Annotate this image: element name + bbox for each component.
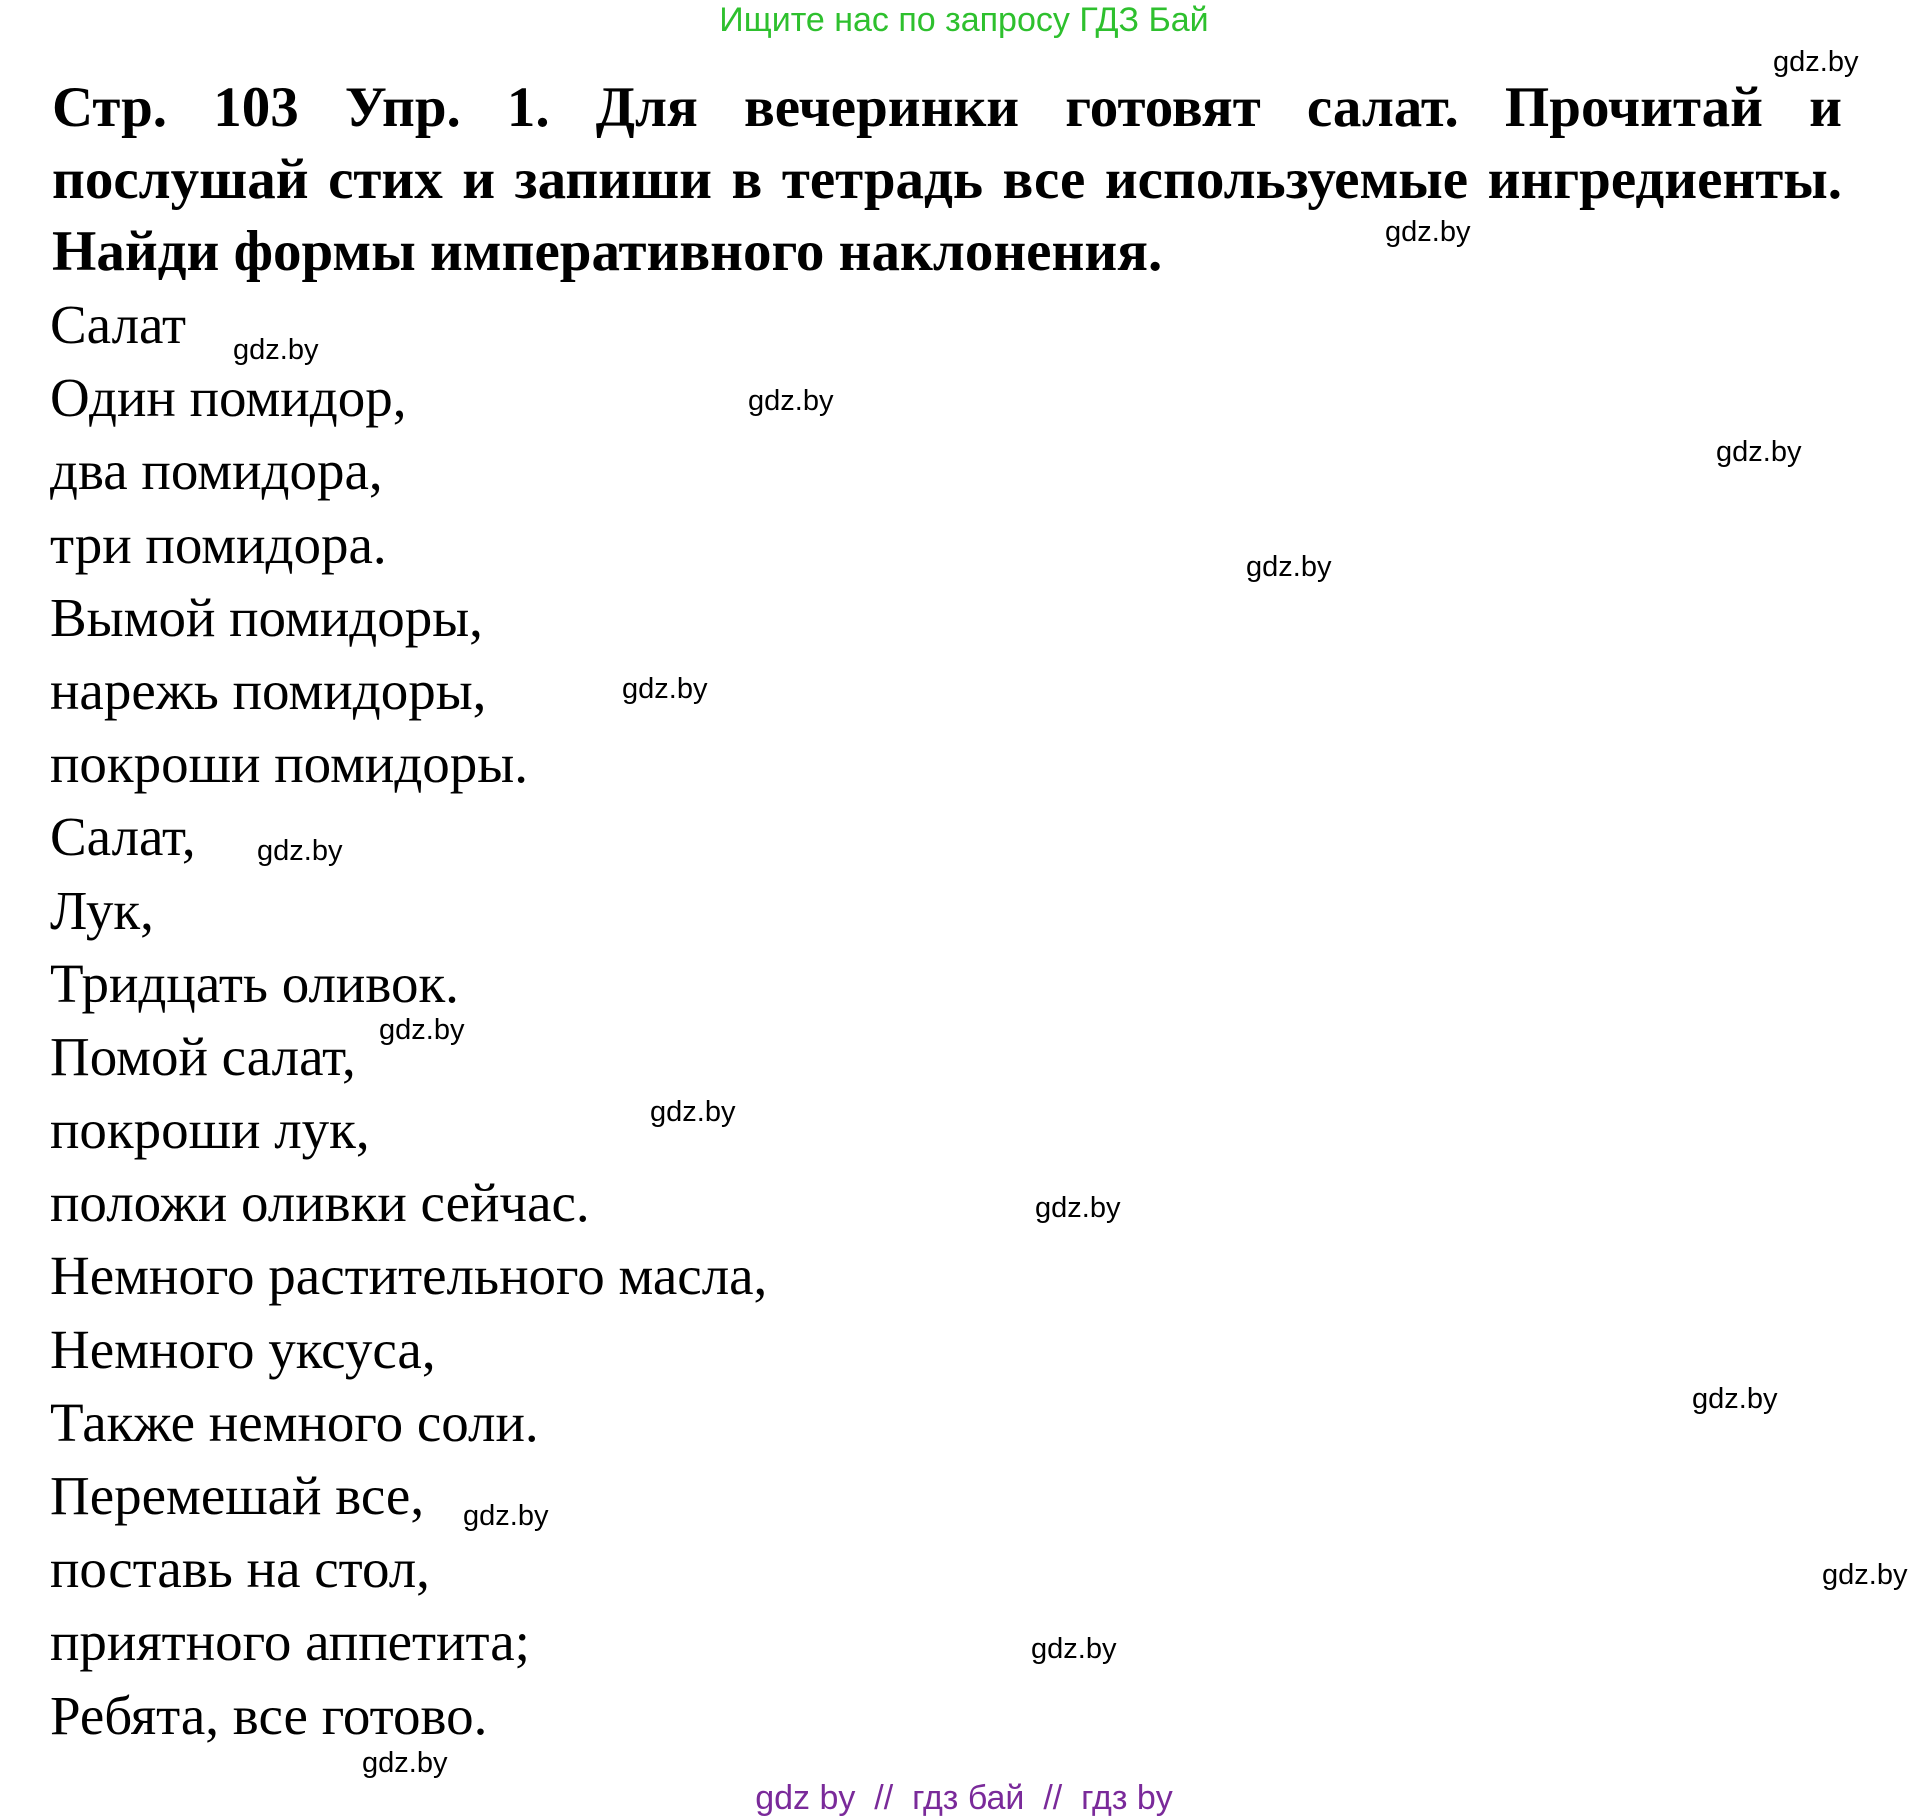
site-footer: gdz by // гдз бай // гдз by <box>755 1779 1173 1817</box>
watermark: gdz.by <box>748 385 834 417</box>
watermark: gdz.by <box>1773 46 1859 78</box>
watermark: gdz.by <box>1716 436 1802 468</box>
watermark: gdz.by <box>1385 216 1471 248</box>
watermark: gdz.by <box>379 1014 465 1046</box>
poem-line: покроши помидоры. <box>50 733 529 795</box>
poem-line: нарежь помидоры, <box>50 659 487 721</box>
watermark: gdz.by <box>1246 551 1332 583</box>
poem-line: Перемешай все, <box>50 1465 425 1526</box>
watermark: gdz.by <box>1031 1633 1117 1665</box>
poem-line: Тридцать оливок. <box>50 952 459 1014</box>
poem-line: Салат <box>50 294 187 355</box>
poem-line: положи оливки сейчас. <box>50 1172 590 1234</box>
watermark: gdz.by <box>622 673 708 705</box>
search-hint-banner: Ищите нас по запросу ГДЗ Бай <box>719 1 1209 39</box>
exercise-heading <box>52 72 1842 288</box>
poem-line: Вымой помидоры, <box>50 586 483 648</box>
poem-line: приятного аппетита; <box>50 1611 530 1673</box>
watermark: gdz.by <box>362 1747 448 1779</box>
poem-line: Салат, <box>50 806 196 868</box>
heading-line: Найди формы императивного наклонения. <box>52 220 1163 283</box>
watermark: gdz.by <box>650 1096 736 1128</box>
heading-line: послушай стих и запиши в тетрадь все используемые ингредиенты. <box>52 148 1842 211</box>
poem-line: три помидора. <box>50 513 387 575</box>
poem-line: два помидора, <box>50 440 383 502</box>
watermark: gdz.by <box>1822 1559 1908 1591</box>
watermark: gdz.by <box>1035 1192 1121 1224</box>
poem-line: Немного растительного масла, <box>50 1245 768 1307</box>
poem-line: Помой салат, <box>50 1025 356 1087</box>
poem-line: Лук, <box>50 879 154 941</box>
poem-line: Немного уксуса, <box>50 1318 436 1380</box>
watermark: gdz.by <box>257 835 343 867</box>
watermark: gdz.by <box>463 1500 549 1532</box>
poem-line: покроши лук, <box>50 1099 370 1161</box>
poem-line: Один помидор, <box>50 367 407 429</box>
watermark: gdz.by <box>1692 1383 1778 1415</box>
poem-line: Также немного соли. <box>50 1391 539 1453</box>
poem-line: Ребята, все готово. <box>50 1684 488 1746</box>
heading-line: Стр. 103 Упр. 1. Для вечеринки готовят салат. Прочитай и <box>52 76 1842 139</box>
poem-line: поставь на стол, <box>50 1538 430 1600</box>
watermark: gdz.by <box>233 334 319 366</box>
